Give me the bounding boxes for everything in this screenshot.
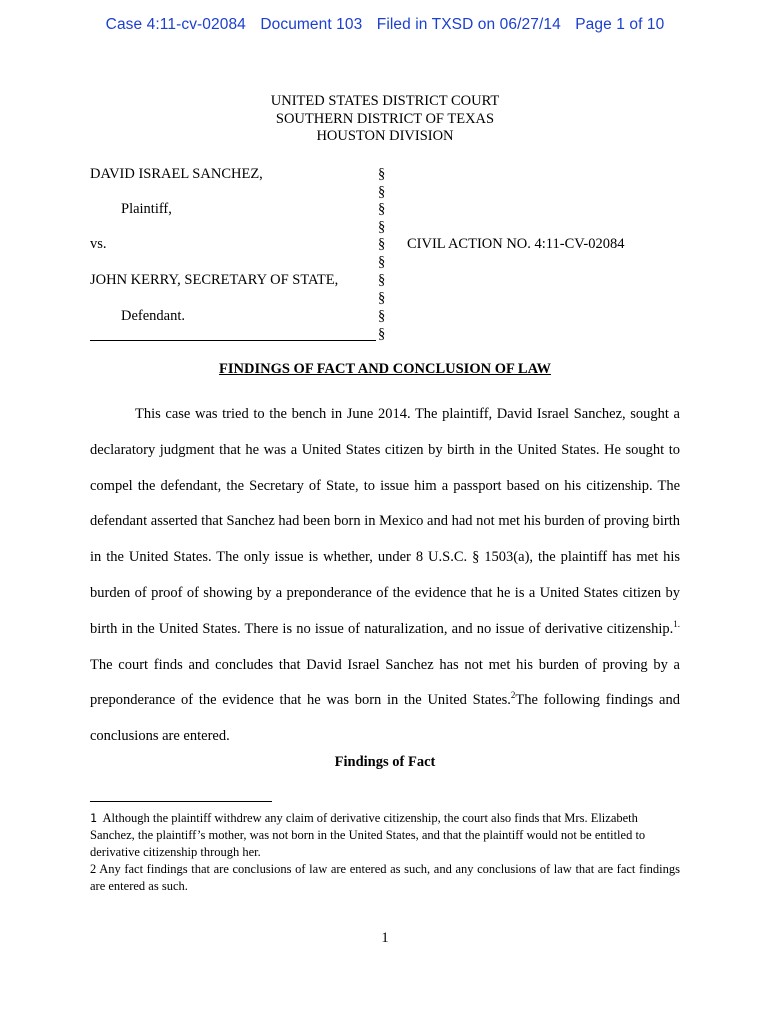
case-caption bbox=[0, 0, 770, 360]
court-line-2: SOUTHERN DISTRICT OF TEXAS bbox=[275, 110, 495, 127]
paragraph-text: This case was tried to the bench in June 2014. The plaintiff, David Israel Sanchez, sought a declaratory judgment that he was a United States citizen by birth in the United States. He sought to compel the defendant, the Secretary of State, to issue him a passport based on his citizenship. The defendant asserted that Sanchez had been born in Mexico and had not met his burden of proving birth in the United States. The only issue is whether, under 8 U.S.C. § 1503(a), the plaintiff has met his burden of proof of showing by a preponderance of the evidence that he is a United States citizen by birth in the United States. There is no issue of naturalization, and no issue of derivative citizenship. bbox=[90, 406, 680, 637]
section-mark: § bbox=[378, 308, 386, 324]
footnote-separator bbox=[90, 801, 272, 802]
section-mark: § bbox=[378, 184, 386, 200]
footnote-text: Although the plaintiff withdrew any claim of derivative citizenship, the court also finds that Mrs. Elizabeth Sanchez, the plaintiff’s mother, was not born in the United States, and that the plaintiff would not be entitled to derivative citizenship through her. bbox=[90, 811, 646, 859]
plaintiff-role: Plaintiff, bbox=[121, 201, 172, 217]
paragraph-text: The following findings and conclusions are entered. bbox=[90, 692, 680, 745]
footnote-number: 1 bbox=[90, 811, 97, 825]
footnote-ref-1[interactable]: 1. bbox=[673, 618, 680, 629]
defendant-name: JOHN KERRY, SECRETARY OF STATE, bbox=[90, 272, 339, 288]
footnote-2 bbox=[90, 861, 680, 895]
document-title: FINDINGS OF FACT AND CONCLUSION OF LAW bbox=[219, 361, 551, 377]
paragraph bbox=[90, 397, 680, 755]
plaintiff-name: DAVID ISRAEL SANCHEZ, bbox=[90, 166, 263, 182]
section-mark: § bbox=[378, 326, 386, 342]
caption-rule bbox=[90, 340, 376, 341]
section-heading: Findings of Fact bbox=[334, 754, 436, 770]
page-indicator: Page 1 of 10 bbox=[575, 16, 665, 33]
civil-action-number: CIVIL ACTION NO. 4:11-CV-02084 bbox=[407, 236, 625, 252]
section-mark: § bbox=[378, 272, 386, 288]
court-line-1: UNITED STATES DISTRICT COURT bbox=[270, 93, 500, 109]
document-number: Document 103 bbox=[260, 16, 363, 33]
opening-paragraph bbox=[90, 397, 680, 755]
section-mark: § bbox=[378, 219, 386, 235]
footnote-ref-2[interactable]: 2 bbox=[510, 690, 516, 701]
footnote-text: Any fact findings that are conclusions of law are entered as such, and any conclusions of law that are fact findings are entered as such. bbox=[90, 862, 680, 893]
section-mark: § bbox=[378, 254, 386, 270]
defendant-role: Defendant. bbox=[121, 308, 186, 324]
versus: vs. bbox=[90, 236, 107, 252]
section-mark: § bbox=[378, 290, 386, 306]
paragraph-text: The court finds and concludes that David Israel Sanchez has not met his burden of proving by a preponderance of the evidence that he was born in the United States. bbox=[90, 656, 680, 709]
filed-date: Filed in TXSD on 06/27/14 bbox=[376, 16, 561, 33]
footnotes bbox=[90, 810, 680, 895]
footnote-number: 2 bbox=[90, 862, 97, 876]
section-mark: § bbox=[378, 201, 386, 217]
case-number: Case 4:11-cv-02084 bbox=[105, 16, 246, 33]
footnote-1 bbox=[90, 810, 680, 861]
section-mark: § bbox=[378, 166, 386, 182]
court-line-3: HOUSTON DIVISION bbox=[316, 128, 454, 144]
page-number: 1 bbox=[381, 930, 389, 946]
section-mark: § bbox=[378, 236, 386, 252]
